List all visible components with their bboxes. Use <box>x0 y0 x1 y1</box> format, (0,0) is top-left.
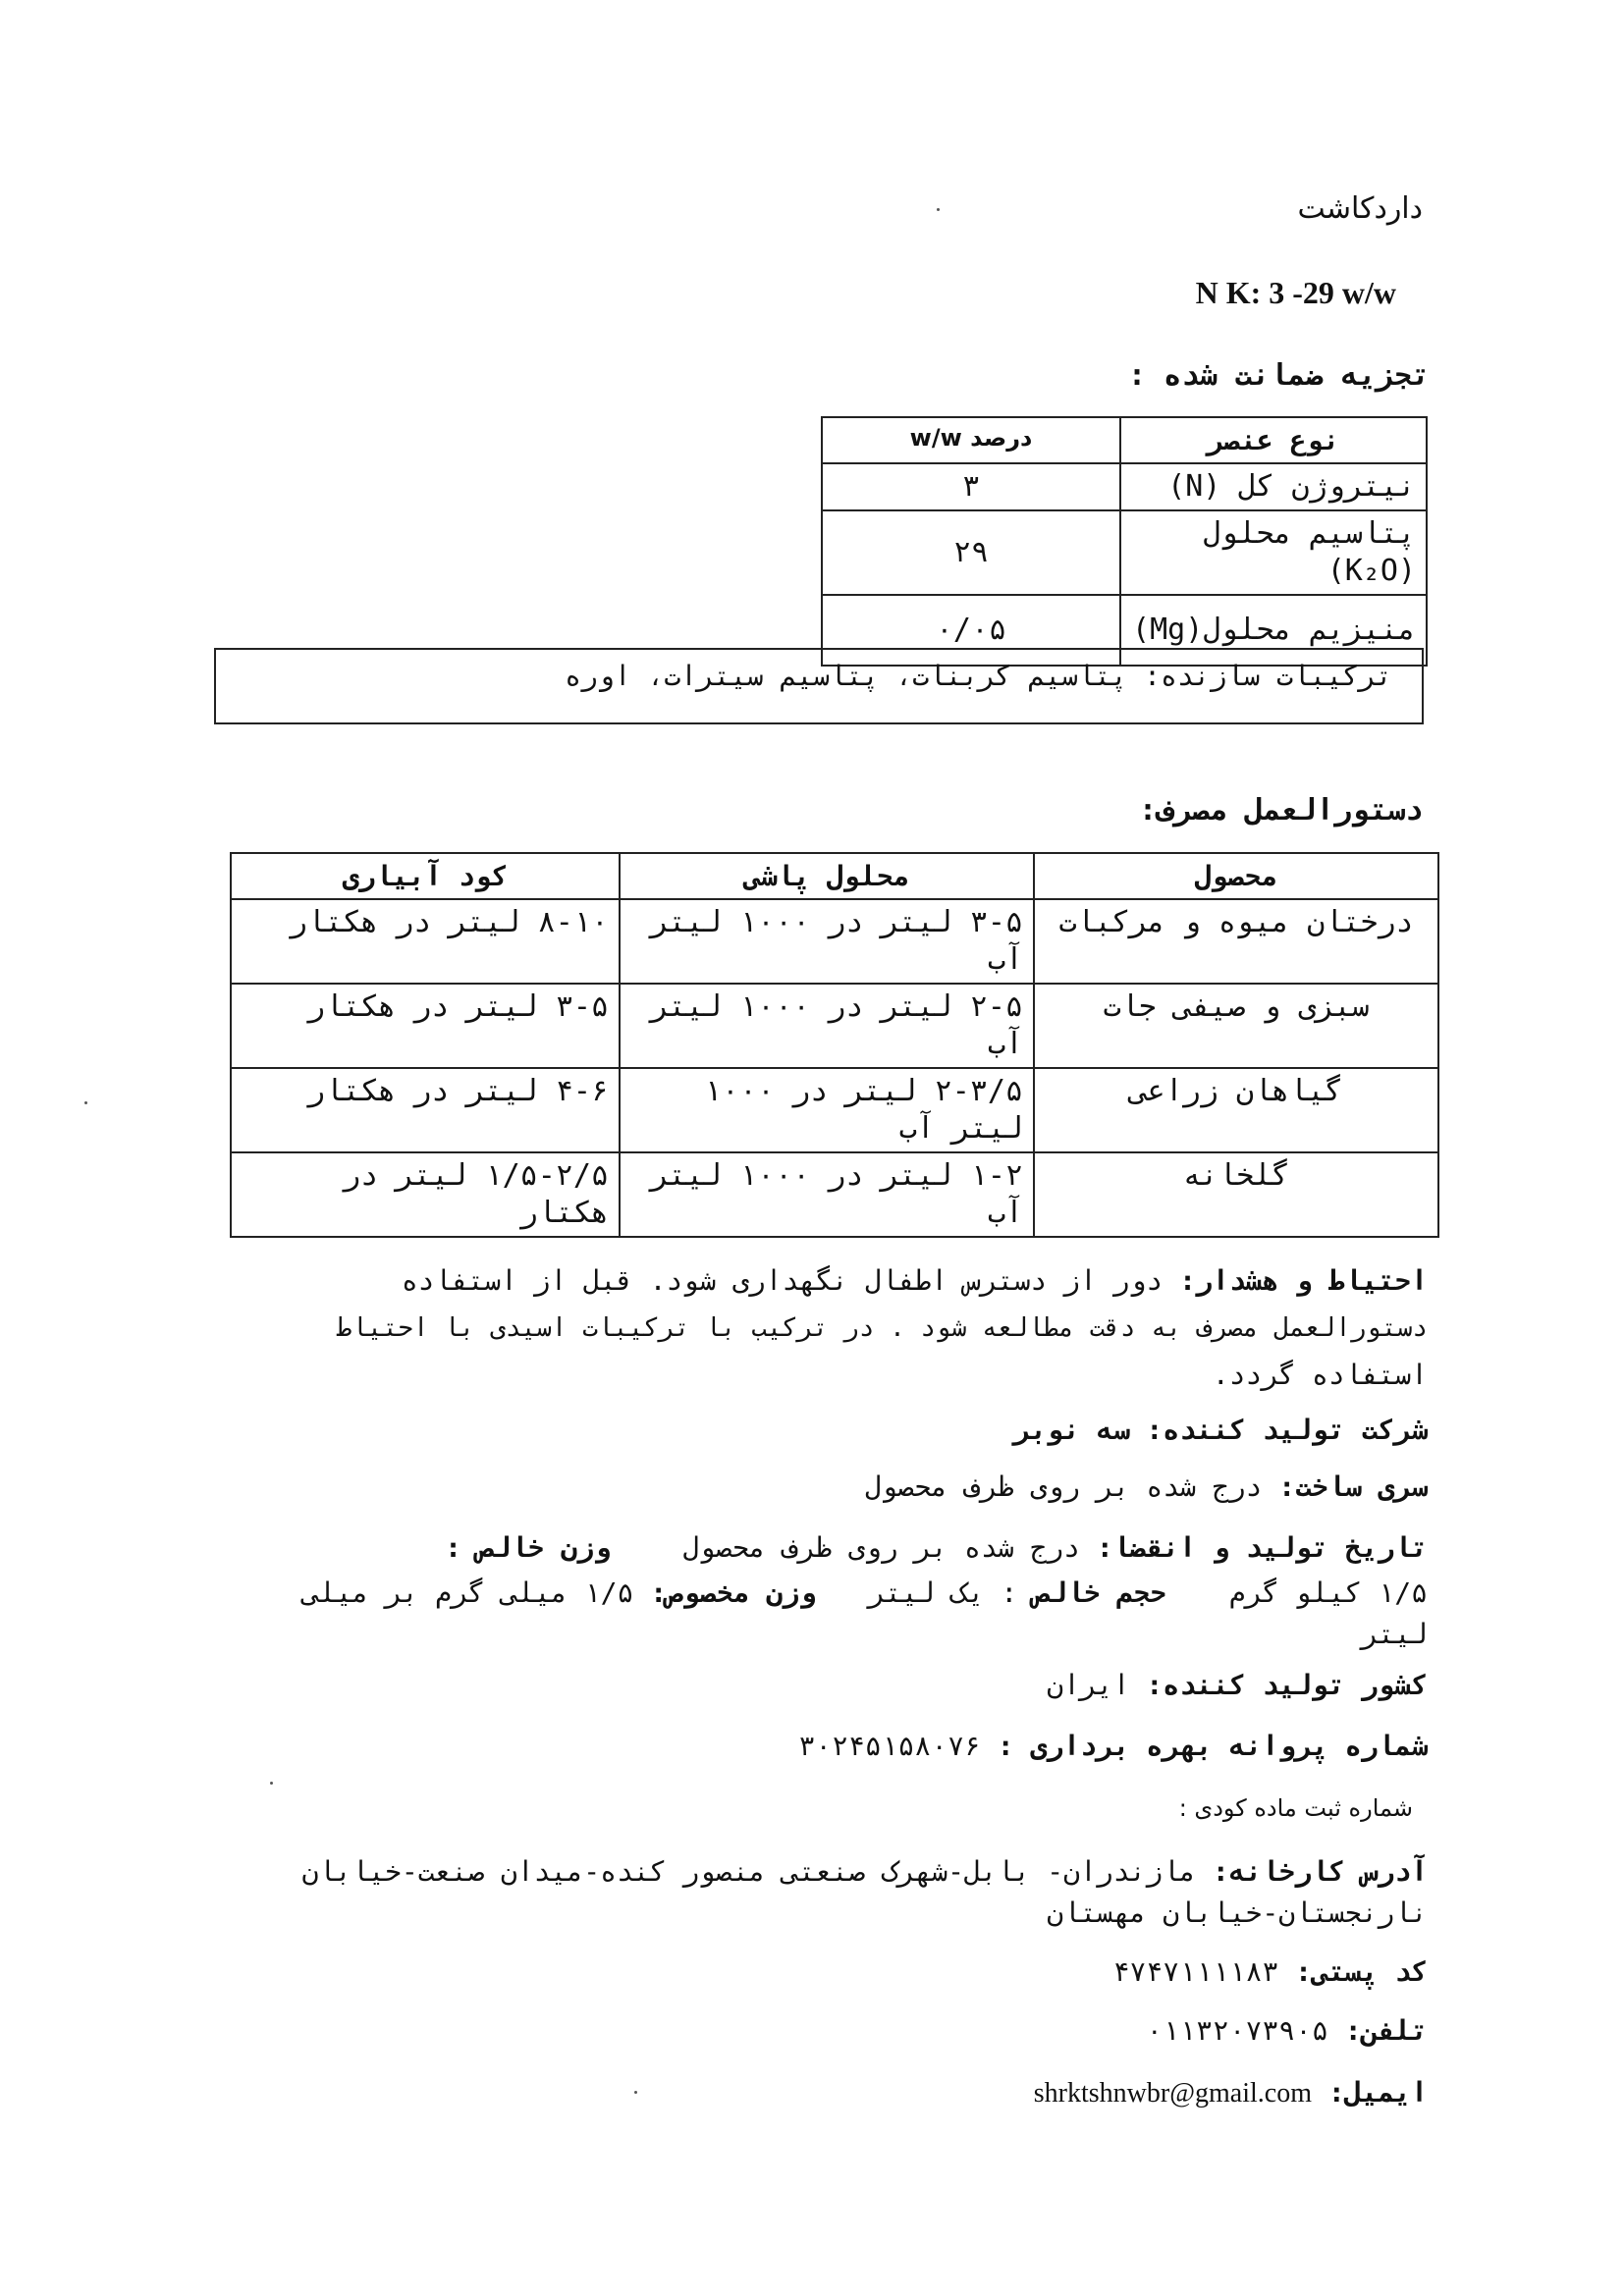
batch-label: سری ساخت: <box>1278 1470 1428 1503</box>
table-row <box>231 984 1438 1068</box>
percent-cell: ۲۹ <box>822 510 1120 595</box>
table-row <box>822 510 1427 595</box>
phone-value: ۰۱۱۳۲۰۷۳۹۰۵ <box>1146 2014 1328 2047</box>
caution-line-2: دستورالعمل مصرف به دقت مطالعه شود . در ترکیب با ترکیبات اسیدی با احتیاط <box>336 1313 1428 1343</box>
usage-table <box>230 852 1439 1238</box>
postal-label: کد پستی: <box>1295 1955 1428 1988</box>
caution-label: احتیاط و هشدار: <box>1179 1264 1428 1297</box>
country-label: کشور تولید کننده: <box>1146 1669 1428 1701</box>
irrigation-cell: ۳-۵ لیتر در هکتار <box>231 984 620 1068</box>
manufacturer-value: سه نوبر <box>1013 1414 1130 1446</box>
postal-line <box>1113 1955 1428 1988</box>
formula: N K: 3 -29 w/w <box>1195 275 1396 310</box>
net-volume-label: حجم خالص <box>1034 1576 1166 1609</box>
weights-line <box>302 1576 1428 1609</box>
ingredients-box <box>214 648 1424 724</box>
product-cell: گلخانه <box>1034 1152 1438 1237</box>
spray-cell: ۱-۲ لیتر در ۱۰۰۰ لیتر آب <box>620 1152 1034 1237</box>
table-header-row <box>822 417 1427 463</box>
phone-label: تلفن: <box>1344 2014 1428 2047</box>
dates-line <box>445 1531 1428 1564</box>
table-row <box>231 1068 1438 1152</box>
address-value: مازندران- بابل-شهرک صنعتی منصور کنده-میدان صنعت-خیابان <box>301 1855 1196 1888</box>
col-irrigation-header: کود آبیاری <box>231 853 620 899</box>
product-name: داردکاشت <box>1297 191 1423 226</box>
product-cell: سبزی و صیفی جات <box>1034 984 1438 1068</box>
email-line <box>1034 2076 1428 2109</box>
batch-value: درج شده بر روی ظرف محصول <box>864 1470 1263 1503</box>
email-label: ایمیل: <box>1327 2076 1428 2109</box>
license-line <box>798 1730 1428 1762</box>
irrigation-cell: ۴-۶ لیتر در هکتار <box>231 1068 620 1152</box>
spray-cell: ۳-۵ لیتر در ۱۰۰۰ لیتر آب <box>620 899 1034 984</box>
registration-line: شماره ثبت ماده کودی : <box>1178 1794 1413 1822</box>
col-spray-header: محلول پاشی <box>620 853 1034 899</box>
spray-cell: ۲-۳/۵ لیتر در ۱۰۰۰ لیتر آب <box>620 1068 1034 1152</box>
phone-line <box>1146 2014 1428 2047</box>
email-value: shrktshnwbr@gmail.com <box>1033 2078 1312 2109</box>
country-value: ایران <box>1047 1669 1130 1701</box>
batch-line <box>865 1470 1428 1503</box>
element-cell: منیزیم محلول(Mg) <box>1120 595 1427 666</box>
address-line-2: نارنجستان-خیابان مهستان <box>1047 1896 1428 1929</box>
scan-speck <box>634 2091 637 2094</box>
scan-speck <box>937 208 940 211</box>
table-row <box>231 1152 1438 1237</box>
analysis-table <box>821 416 1428 667</box>
ingredients-text: ترکیبات سازنده: پتاسیم کربنات، پتاسیم سیترات، اوره <box>565 660 1392 692</box>
density-line-2: لیتر <box>1361 1618 1428 1650</box>
scan-speck <box>84 1101 87 1104</box>
net-volume-value: : یک لیتر <box>868 1576 1018 1609</box>
license-label: شماره پروانه بهره برداری : <box>997 1730 1428 1762</box>
scan-speck <box>270 1782 273 1785</box>
net-weight-label: وزن خالص : <box>445 1531 611 1564</box>
caution-line-1 <box>402 1264 1428 1297</box>
table-header-row <box>231 853 1438 899</box>
col-element-header: نوع عنصر <box>1120 417 1427 463</box>
table-row <box>822 463 1427 510</box>
spray-cell: ۲-۵ لیتر در ۱۰۰۰ لیتر آب <box>620 984 1034 1068</box>
dates-value: درج شده بر روی ظرف محصول <box>682 1531 1080 1564</box>
element-cell: پتاسیم محلول (K₂O) <box>1120 510 1427 595</box>
irrigation-cell: ۸-۱۰ لیتر در هکتار <box>231 899 620 984</box>
license-value: ۳۰۲۴۵۱۵۸۰۷۶ <box>798 1730 981 1762</box>
address-line-1 <box>302 1855 1428 1888</box>
product-cell: درختان میوه و مرکبات <box>1034 899 1438 984</box>
analysis-title: تجزیه ضمانت شده : <box>1127 358 1430 393</box>
caution-text: دور از دسترس اطفال نگهداری شود. قبل از استفاده <box>401 1264 1164 1297</box>
product-cell: گیاهان زراعی <box>1034 1068 1438 1152</box>
net-weight-value: ۱/۵ کیلو گرم <box>1228 1576 1428 1609</box>
caution-line-3: استفاده گردد. <box>1212 1359 1428 1391</box>
address-label: آدرس کارخانه: <box>1212 1855 1428 1888</box>
col-percent-header: درصد w/w <box>822 417 1120 463</box>
density-value: ۱/۵ میلی گرم بر میلی <box>302 1576 634 1609</box>
table-row <box>231 899 1438 984</box>
irrigation-cell: ۱/۵-۲/۵ لیتر در هکتار <box>231 1152 620 1237</box>
dates-label: تاریخ تولید و انقضا: <box>1096 1531 1428 1564</box>
manufacturer-label: شرکت تولید کننده: <box>1146 1414 1428 1446</box>
element-cell: نیتروژن کل (N) <box>1120 463 1427 510</box>
usage-title: دستورالعمل مصرف: <box>1139 793 1423 828</box>
density-label: وزن مخصوص: <box>650 1576 816 1609</box>
manufacturer-line <box>1014 1414 1428 1446</box>
percent-cell: ۳ <box>822 463 1120 510</box>
postal-value: ۴۷۴۷۱۱۱۱۸۳ <box>1112 1955 1279 1988</box>
percent-cell: ۰/۰۵ <box>822 595 1120 666</box>
col-product-header: محصول <box>1034 853 1438 899</box>
country-line <box>1047 1669 1428 1701</box>
